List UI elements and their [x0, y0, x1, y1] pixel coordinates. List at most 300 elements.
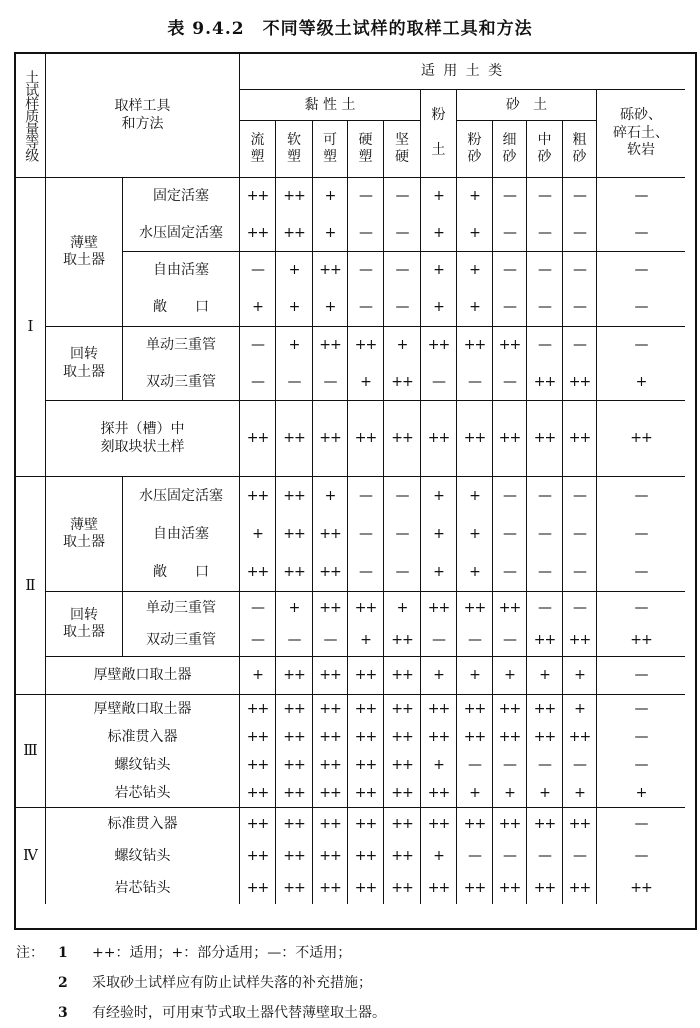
suitability-mark: ++ [630, 631, 652, 648]
value-cell [384, 401, 421, 477]
suitability-mark: ++ [319, 847, 341, 864]
value-stack [391, 657, 412, 694]
value-cell [493, 252, 527, 327]
suitability-mark: ++ [283, 224, 305, 241]
suitability-mark: + [469, 667, 480, 684]
value-cell [493, 808, 527, 904]
suitability-mark: — [503, 224, 516, 241]
suitability-mark: ++ [246, 879, 269, 896]
value-stack [574, 657, 585, 694]
suitability-mark: ++ [630, 430, 652, 447]
value-stack [288, 327, 301, 400]
suitability-mark: — [538, 847, 551, 864]
suitability-mark: + [360, 631, 371, 648]
value-cell [457, 695, 493, 808]
suitability-mark: ++ [391, 815, 413, 832]
value-cell [421, 695, 457, 808]
note-text: ++：适用；+：部分适用；—：不适用； [92, 945, 352, 961]
suitability-mark: ++ [391, 700, 413, 717]
value-cell [348, 695, 384, 808]
header-sand-sub-label: 中 砂 [537, 131, 552, 165]
suitability-mark: + [574, 700, 585, 717]
suitability-mark: — [538, 188, 551, 205]
suitability-mark: — [251, 631, 264, 648]
value-cell [421, 178, 457, 252]
value-stack [391, 327, 412, 400]
group-pit-sample [46, 401, 240, 477]
suitability-mark: — [634, 262, 648, 279]
value-stack [534, 401, 555, 476]
value-stack [319, 657, 340, 694]
suitability-mark: ++ [354, 784, 377, 801]
note-prefix: 注： [16, 945, 44, 961]
suitability-mark: + [360, 373, 371, 390]
suitability-mark: — [634, 599, 648, 616]
value-stack [464, 327, 485, 400]
suitability-mark: ++ [354, 337, 377, 354]
suitability-mark: ++ [498, 728, 521, 745]
value-stack [499, 327, 520, 400]
suitability-mark: + [433, 487, 444, 504]
suitability-mark: — [538, 525, 551, 542]
value-stack [464, 592, 485, 656]
value-cell [348, 252, 384, 327]
value-stack [499, 808, 520, 904]
suitability-mark: ++ [463, 337, 486, 354]
suitability-mark: — [634, 188, 648, 205]
suitability-mark: — [395, 262, 409, 279]
value-cell [313, 327, 348, 401]
header-clay-sub [240, 121, 276, 178]
suitability-mark: — [573, 525, 586, 542]
value-cell [563, 178, 597, 252]
suitability-mark: — [359, 487, 372, 504]
suitability-mark: ++ [427, 879, 450, 896]
value-stack [391, 401, 412, 476]
value-cell [348, 592, 384, 657]
suitability-mark: ++ [463, 879, 486, 896]
suitability-mark: ++ [283, 756, 305, 773]
suitability-mark: ++ [319, 563, 341, 580]
value-cell [276, 808, 313, 904]
value-stack [355, 657, 376, 694]
value-stack [635, 327, 648, 400]
value-cell [313, 477, 348, 592]
suitability-mark: — [323, 373, 337, 390]
suitability-mark: + [433, 525, 444, 542]
suitability-mark: + [469, 262, 480, 279]
group-label: 回转 取土器 [63, 606, 105, 640]
value-cell [348, 657, 384, 695]
suitability-mark: — [573, 299, 586, 316]
suitability-mark: — [538, 599, 551, 616]
suitability-mark: ++ [319, 262, 341, 279]
suitability-mark: — [251, 599, 264, 616]
header-gravel [597, 90, 685, 178]
value-stack [433, 477, 444, 591]
value-stack [247, 401, 268, 476]
value-cell [563, 695, 597, 808]
value-stack [499, 401, 520, 476]
suitability-mark: ++ [246, 224, 269, 241]
tool-list [146, 327, 216, 400]
suitability-mark: ++ [568, 815, 591, 832]
value-cell [563, 401, 597, 477]
value-cell [313, 401, 348, 477]
value-stack [569, 592, 590, 656]
value-cell [457, 327, 493, 401]
suitability-mark: — [395, 224, 409, 241]
value-stack [573, 178, 586, 251]
suitability-mark: ++ [246, 487, 269, 504]
suitability-mark: ++ [319, 815, 341, 832]
suitability-mark: + [396, 337, 408, 354]
value-cell [421, 477, 457, 592]
tool-list [139, 477, 223, 591]
value-cell [276, 477, 313, 592]
header-sand-sub [493, 121, 527, 178]
header-silt-label: 粉 土 [431, 107, 446, 159]
note-text: 有经验时，可用束节式取土器代替薄壁取土器。 [92, 1005, 386, 1021]
suitability-mark: — [359, 188, 372, 205]
suitability-mark: ++ [319, 667, 341, 684]
value-cell [276, 401, 313, 477]
value-cell [527, 808, 563, 904]
suitability-mark: + [324, 299, 336, 316]
value-stack [283, 657, 304, 694]
suitability-mark: — [359, 299, 372, 316]
value-stack [319, 252, 340, 326]
suitability-mark: + [469, 188, 480, 205]
suitability-mark: ++ [354, 756, 377, 773]
group-rotary-2 [46, 592, 123, 657]
suitability-mark: + [504, 667, 515, 684]
value-stack [428, 695, 449, 807]
value-cell [348, 808, 384, 904]
value-stack [283, 401, 304, 476]
suitability-mark: — [503, 299, 516, 316]
table-caption: 不同等级土试样的取样工具和方法 [262, 19, 533, 39]
value-stack [469, 252, 480, 326]
value-cell [563, 657, 597, 695]
value-cell [457, 808, 493, 904]
suitability-mark: — [503, 631, 516, 648]
table-title [0, 14, 700, 39]
suitability-mark: — [538, 487, 551, 504]
value-cell [421, 808, 457, 904]
value-stack [396, 477, 409, 591]
suitability-mark: + [539, 667, 550, 684]
suitability-mark: — [634, 756, 648, 773]
tool-name: 螺纹钻头 [114, 847, 171, 864]
suitability-mark: ++ [427, 700, 450, 717]
note-text: 采取砂土试样应有防止试样失落的补充措施； [92, 975, 372, 991]
suitability-mark: ++ [391, 667, 413, 684]
suitability-mark: ++ [533, 631, 556, 648]
value-stack [469, 178, 480, 251]
note-index: 1 [58, 945, 68, 961]
suitability-mark: — [503, 525, 516, 542]
suitability-mark: — [634, 728, 648, 745]
value-stack [499, 592, 520, 656]
value-stack [635, 477, 648, 591]
suitability-mark: + [539, 784, 550, 801]
note-item [16, 998, 686, 1028]
suitability-mark: — [634, 563, 648, 580]
tool-cell [123, 327, 240, 401]
tool-name: 岩芯钻头 [114, 784, 171, 801]
header-clay: 黏 性 土 [240, 90, 421, 121]
grade-label-1: Ⅰ [16, 178, 46, 477]
value-cell [527, 327, 563, 401]
suitability-mark: — [634, 337, 648, 354]
sampling-table [14, 52, 697, 930]
value-stack [433, 252, 444, 326]
value-cell [421, 327, 457, 401]
value-cell [421, 592, 457, 657]
suitability-mark: ++ [391, 847, 413, 864]
suitability-mark: ++ [246, 563, 269, 580]
suitability-mark: — [573, 563, 586, 580]
suitability-mark: ++ [354, 847, 377, 864]
suitability-mark: + [324, 188, 336, 205]
suitability-mark: ++ [319, 337, 341, 354]
suitability-mark: — [395, 299, 409, 316]
value-stack [428, 327, 449, 400]
suitability-mark: + [433, 756, 444, 773]
suitability-mark: + [635, 373, 647, 390]
value-cell [493, 178, 527, 252]
suitability-mark: ++ [568, 879, 591, 896]
value-cell [313, 657, 348, 695]
value-stack [503, 252, 516, 326]
suitability-mark: + [504, 784, 515, 801]
suitability-mark: ++ [391, 631, 413, 648]
value-cell [384, 808, 421, 904]
value-stack [635, 178, 648, 251]
suitability-mark: ++ [319, 525, 341, 542]
value-cell [527, 401, 563, 477]
suitability-mark: — [573, 756, 586, 773]
header-sand-sub-label: 粉 砂 [467, 131, 482, 165]
suitability-mark: ++ [283, 525, 305, 542]
value-cell [240, 477, 276, 592]
value-cell [276, 695, 313, 808]
suitability-mark: ++ [463, 728, 486, 745]
value-stack [319, 808, 340, 904]
suitability-mark: + [324, 487, 336, 504]
note-index: 2 [58, 975, 68, 991]
suitability-mark: — [634, 667, 648, 684]
value-stack [573, 252, 586, 326]
suitability-mark: — [573, 224, 586, 241]
suitability-mark: + [469, 299, 480, 316]
suitability-mark: ++ [354, 599, 377, 616]
value-cell [527, 477, 563, 592]
value-stack [319, 695, 340, 807]
note-index: 3 [58, 1005, 68, 1021]
suitability-mark: — [503, 188, 516, 205]
suitability-mark: + [433, 299, 444, 316]
suitability-mark: ++ [246, 847, 269, 864]
suitability-mark: ++ [463, 815, 486, 832]
suitability-mark: — [503, 756, 516, 773]
suitability-mark: — [538, 563, 551, 580]
suitability-mark: + [469, 784, 480, 801]
group-thin-wall-2 [46, 477, 123, 592]
suitability-mark: ++ [463, 430, 486, 447]
suitability-mark: + [288, 337, 300, 354]
group-rotary-1 [46, 327, 123, 401]
suitability-mark: — [573, 599, 586, 616]
value-stack [464, 808, 485, 904]
value-stack [396, 252, 409, 326]
suitability-mark: ++ [498, 337, 521, 354]
value-stack [391, 808, 412, 904]
suitability-mark: — [573, 487, 586, 504]
suitability-mark: ++ [319, 728, 341, 745]
suitability-mark: — [468, 756, 481, 773]
suitability-mark: ++ [283, 728, 305, 745]
suitability-mark: ++ [246, 815, 269, 832]
value-stack [630, 808, 651, 904]
suitability-mark: — [395, 525, 409, 542]
suitability-mark: — [503, 373, 516, 390]
suitability-mark: ++ [463, 599, 486, 616]
value-stack [247, 695, 268, 807]
value-cell [597, 808, 685, 904]
value-stack [359, 252, 372, 326]
value-stack [534, 327, 555, 400]
suitability-mark: + [252, 667, 263, 684]
value-cell [597, 695, 685, 808]
suitability-mark: ++ [498, 879, 521, 896]
value-cell [313, 808, 348, 904]
suitability-mark: — [503, 262, 516, 279]
value-cell [457, 178, 493, 252]
header-clay-sub-label: 流 塑 [250, 131, 265, 165]
value-stack [319, 327, 340, 400]
value-cell [313, 178, 348, 252]
value-cell [240, 327, 276, 401]
suitability-mark: ++ [533, 728, 556, 745]
grade-label-3: Ⅲ [16, 695, 46, 808]
value-cell [384, 695, 421, 808]
suitability-mark: — [287, 373, 301, 390]
value-stack [428, 808, 449, 904]
value-stack [325, 178, 336, 251]
suitability-mark: + [252, 525, 263, 542]
suitability-mark: — [432, 631, 445, 648]
suitability-mark: ++ [630, 879, 652, 896]
value-stack [319, 477, 340, 591]
value-stack [534, 592, 555, 656]
value-cell [348, 401, 384, 477]
value-stack [433, 657, 444, 694]
value-cell [313, 252, 348, 327]
value-stack [391, 592, 412, 656]
value-cell [527, 178, 563, 252]
value-cell [457, 592, 493, 657]
value-cell [240, 178, 276, 252]
suitability-mark: ++ [354, 815, 377, 832]
value-stack [573, 477, 586, 591]
value-cell [527, 695, 563, 808]
suitability-mark: + [574, 667, 585, 684]
value-cell [597, 252, 685, 327]
suitability-mark: ++ [498, 599, 521, 616]
value-stack [283, 695, 304, 807]
header-sand-sub-label: 细 砂 [502, 131, 517, 165]
suitability-mark: ++ [283, 430, 305, 447]
suitability-mark: ++ [498, 430, 521, 447]
suitability-mark: — [634, 847, 648, 864]
tool-name: 标准贯入器 [107, 728, 178, 745]
suitability-mark: ++ [283, 784, 305, 801]
value-stack [283, 178, 304, 251]
suitability-mark: ++ [319, 756, 341, 773]
tool-list [146, 592, 216, 656]
value-cell [421, 252, 457, 327]
tool-cell [46, 695, 240, 808]
suitability-mark: ++ [283, 879, 305, 896]
header-clay-sub-label: 可 塑 [323, 131, 337, 165]
suitability-mark: ++ [246, 700, 269, 717]
tool-list [94, 695, 192, 807]
suitability-mark: — [287, 631, 301, 648]
suitability-mark: ++ [283, 188, 305, 205]
header-sand-sub [527, 121, 563, 178]
suitability-mark: ++ [427, 599, 450, 616]
tool-name: 自由活塞 [153, 525, 209, 542]
value-cell [240, 695, 276, 808]
value-cell [563, 592, 597, 657]
suitability-mark: — [538, 299, 551, 316]
suitability-mark: — [323, 631, 337, 648]
value-stack [630, 592, 651, 656]
suitability-mark: ++ [246, 784, 269, 801]
value-stack [428, 592, 449, 656]
header-clay-sub [313, 121, 348, 178]
tool-name: 螺纹钻头 [114, 756, 171, 773]
value-stack [355, 401, 376, 476]
value-cell [384, 477, 421, 592]
suitability-mark: + [433, 563, 444, 580]
tool-name: 单动三重管 [146, 337, 216, 354]
value-stack [503, 477, 516, 591]
value-stack [319, 401, 340, 476]
tool-cell [123, 477, 240, 592]
header-tool-label: 取样工具 和方法 [114, 98, 171, 132]
suitability-mark: ++ [427, 337, 450, 354]
value-stack [288, 592, 301, 656]
value-stack [359, 477, 372, 591]
value-cell [276, 592, 313, 657]
suitability-mark: ++ [498, 700, 521, 717]
value-stack [247, 178, 268, 251]
header-sand-sub [457, 121, 493, 178]
header-clay-sub [384, 121, 421, 178]
value-cell [597, 401, 685, 477]
suitability-mark: + [288, 299, 300, 316]
value-cell [240, 657, 276, 695]
grade-label-2: Ⅱ [16, 477, 46, 695]
value-stack [391, 695, 412, 807]
value-cell [493, 401, 527, 477]
suitability-mark: — [634, 700, 648, 717]
value-cell [384, 592, 421, 657]
suitability-mark: ++ [283, 815, 305, 832]
